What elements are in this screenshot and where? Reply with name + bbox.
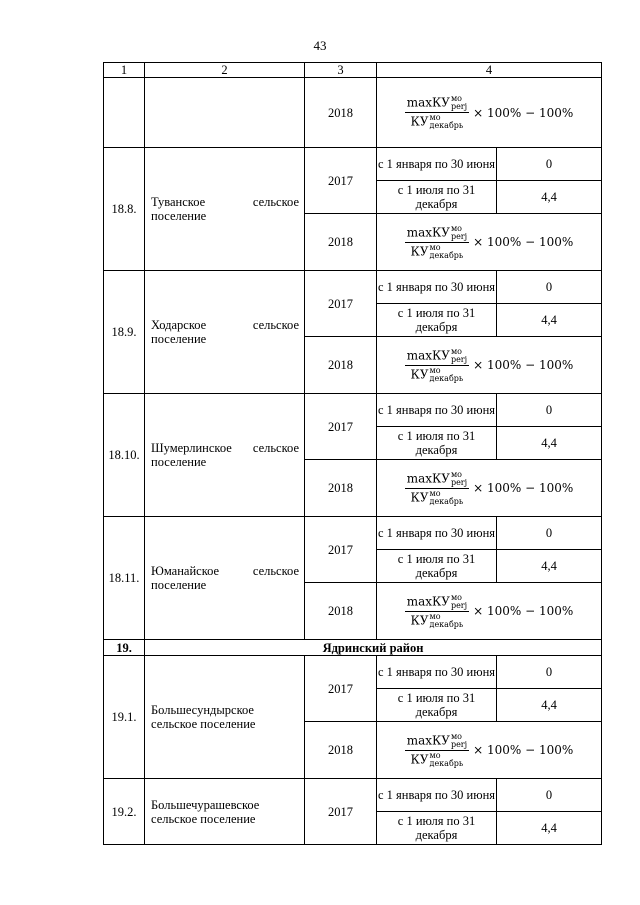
formula-numerator	[405, 594, 469, 612]
formula-num-sup: мо	[450, 592, 462, 602]
formula-den-sup: мо	[429, 242, 441, 252]
formula-num-main: maxКУ	[406, 348, 450, 362]
growth-formula	[377, 733, 601, 768]
formula-fraction	[405, 594, 469, 629]
row-number: 18.9.	[104, 271, 145, 394]
value-cell: 4,4	[497, 427, 602, 460]
formula-denominator	[409, 113, 466, 130]
formula-tail: × 100% − 100%	[473, 235, 574, 249]
year-cell: 2018	[305, 214, 377, 271]
formula-den-sub: декабрь	[429, 250, 464, 260]
formula-den-sup: мо	[429, 488, 441, 498]
tariff-table	[103, 62, 602, 845]
formula-den-main: КУ	[410, 752, 429, 766]
formula-num-sup: мо	[450, 94, 462, 103]
formula-den-sup: мо	[429, 365, 441, 375]
formula-tail: × 100% − 100%	[473, 358, 574, 372]
formula-den-sub: декабрь	[429, 373, 464, 383]
period-cell: с 1 января по 30 июня	[377, 517, 497, 550]
formula-fraction	[405, 348, 469, 383]
period-cell: с 1 июля по 31 декабря	[377, 550, 497, 583]
settlement-name: Большесундырское сельское поселение	[145, 656, 305, 779]
formula-numerator	[405, 348, 469, 366]
empty-cell	[104, 78, 145, 148]
formula-numerator	[405, 95, 469, 113]
formula-fraction	[405, 95, 469, 130]
formula-cell	[377, 722, 602, 779]
formula-numerator	[405, 471, 469, 489]
growth-formula	[377, 95, 601, 130]
row-number: 18.10.	[104, 394, 145, 517]
year-cell: 2017	[305, 148, 377, 214]
value-cell: 0	[497, 271, 602, 304]
formula-denominator	[409, 751, 466, 768]
formula-tail: × 100% − 100%	[473, 604, 574, 618]
formula-den-main: КУ	[410, 114, 429, 129]
value-cell: 4,4	[497, 812, 602, 845]
value-cell: 0	[497, 148, 602, 181]
value-cell: 4,4	[497, 550, 602, 583]
settlement-name: Шумерлинское сельское поселение	[145, 394, 305, 517]
period-cell: с 1 января по 30 июня	[377, 656, 497, 689]
header-col-1: 1	[104, 63, 145, 78]
year-cell: 2017	[305, 517, 377, 583]
formula-numerator	[405, 225, 469, 243]
formula-tail: × 100% − 100%	[473, 481, 574, 495]
formula-num-sub: perj	[450, 477, 468, 487]
formula-den-sub: декабрь	[429, 619, 464, 629]
table-row	[104, 656, 602, 689]
formula-numerator	[405, 733, 469, 751]
formula-den-sup: мо	[429, 611, 441, 621]
formula-num-sup: мо	[450, 469, 462, 479]
formula-cell	[377, 337, 602, 394]
value-cell: 0	[497, 517, 602, 550]
formula-num-sub: perj	[450, 231, 468, 241]
formula-num-main: maxКУ	[406, 594, 450, 608]
section-number: 19.	[104, 640, 145, 656]
period-cell: с 1 июля по 31 декабря	[377, 689, 497, 722]
year-cell: 2018	[305, 583, 377, 640]
formula-num-main: maxКУ	[406, 471, 450, 485]
formula-den-main: КУ	[410, 244, 429, 258]
growth-formula	[377, 594, 601, 629]
formula-den-main: КУ	[410, 367, 429, 381]
settlement-name: Большечурашевское сельское поселение	[145, 779, 305, 845]
settlement-name: Юманайское сельское поселение	[145, 517, 305, 640]
row-number: 19.1.	[104, 656, 145, 779]
header-col-3: 3	[305, 63, 377, 78]
year-cell: 2018	[305, 337, 377, 394]
formula-den-main: КУ	[410, 613, 429, 627]
table-row	[104, 148, 602, 181]
formula-den-sub: декабрь	[429, 121, 464, 130]
period-cell: с 1 января по 30 июня	[377, 394, 497, 427]
formula-denominator	[409, 366, 466, 383]
year-cell: 2018	[305, 460, 377, 517]
empty-cell	[145, 78, 305, 148]
value-cell: 4,4	[497, 181, 602, 214]
year-cell: 2018	[305, 78, 377, 148]
header-col-2: 2	[145, 63, 305, 78]
formula-cell	[377, 460, 602, 517]
formula-cell	[377, 583, 602, 640]
formula-num-sub: perj	[450, 739, 468, 749]
formula-tail: × 100% − 100%	[473, 743, 574, 757]
period-cell: с 1 января по 30 июня	[377, 148, 497, 181]
formula-denominator	[409, 243, 466, 260]
formula-cell	[377, 214, 602, 271]
formula-den-sub: декабрь	[429, 758, 464, 768]
table-row	[104, 517, 602, 550]
row-number: 18.8.	[104, 148, 145, 271]
growth-formula	[377, 348, 601, 383]
formula-num-main: maxКУ	[406, 95, 450, 110]
value-cell: 4,4	[497, 304, 602, 337]
formula-tail: × 100% − 100%	[473, 105, 574, 120]
section-title: Ядринский район	[145, 640, 602, 656]
growth-formula	[377, 471, 601, 506]
formula-num-sup: мо	[450, 223, 462, 233]
formula-num-sub: perj	[450, 600, 468, 610]
period-cell: с 1 июля по 31 декабря	[377, 181, 497, 214]
formula-num-main: maxКУ	[406, 733, 450, 747]
period-cell: с 1 января по 30 июня	[377, 779, 497, 812]
table-row	[104, 271, 602, 304]
period-cell: с 1 июля по 31 декабря	[377, 304, 497, 337]
value-cell: 0	[497, 656, 602, 689]
formula-fraction	[405, 471, 469, 506]
page-number: 43	[313, 38, 327, 53]
formula-num-sup: мо	[450, 346, 462, 356]
value-cell: 4,4	[497, 689, 602, 722]
table-row	[104, 779, 602, 812]
formula-denominator	[409, 489, 466, 506]
formula-cell	[377, 78, 602, 148]
formula-num-main: maxКУ	[406, 225, 450, 239]
settlement-name: Туванское сельское поселение	[145, 148, 305, 271]
formula-den-main: КУ	[410, 490, 429, 504]
row-number: 19.2.	[104, 779, 145, 845]
period-cell: с 1 июля по 31 декабря	[377, 812, 497, 845]
year-cell: 2018	[305, 722, 377, 779]
year-cell: 2017	[305, 271, 377, 337]
period-cell: с 1 января по 30 июня	[377, 271, 497, 304]
growth-formula	[377, 225, 601, 260]
formula-fraction	[405, 225, 469, 260]
section-row	[104, 640, 602, 656]
formula-num-sub: perj	[450, 102, 468, 111]
formula-num-sup: мо	[450, 731, 462, 741]
year-cell: 2017	[305, 656, 377, 722]
table-row	[104, 394, 602, 427]
header-row	[104, 63, 602, 78]
formula-fraction	[405, 733, 469, 768]
formula-den-sub: декабрь	[429, 496, 464, 506]
settlement-name: Ходарское сельское поселение	[145, 271, 305, 394]
year-cell: 2017	[305, 779, 377, 845]
formula-num-sub: perj	[450, 354, 468, 364]
table-row	[104, 78, 602, 148]
row-number: 18.11.	[104, 517, 145, 640]
formula-den-sup: мо	[429, 113, 441, 122]
formula-denominator	[409, 612, 466, 629]
value-cell: 0	[497, 394, 602, 427]
header-col-4: 4	[377, 63, 602, 78]
formula-den-sup: мо	[429, 750, 441, 760]
period-cell: с 1 июля по 31 декабря	[377, 427, 497, 460]
year-cell: 2017	[305, 394, 377, 460]
value-cell: 0	[497, 779, 602, 812]
